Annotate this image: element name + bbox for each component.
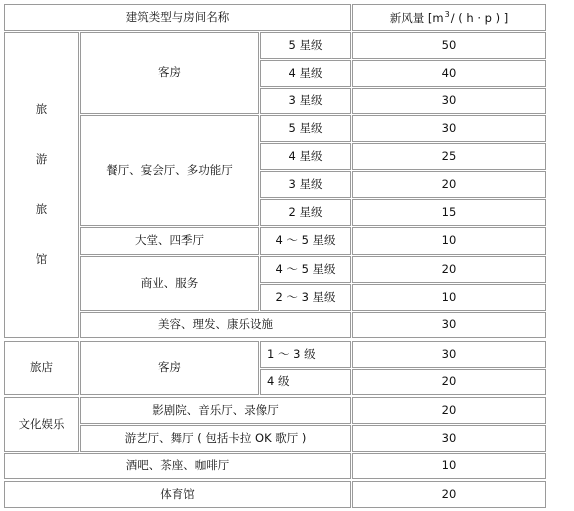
gym-name-text: 体育馆 bbox=[160, 486, 195, 501]
inn-room-text: 客房 bbox=[158, 360, 181, 375]
value-cell bbox=[352, 369, 546, 395]
value-cell bbox=[352, 115, 546, 142]
hotel-dining-text: 餐厅、宴会厅、多功能厅 bbox=[106, 162, 233, 177]
value-cell bbox=[352, 143, 546, 170]
value-cell bbox=[352, 88, 546, 114]
value-text: 40 bbox=[441, 65, 457, 80]
grade-cell bbox=[260, 256, 351, 283]
value-cell bbox=[352, 32, 546, 59]
value-text: 10 bbox=[441, 233, 457, 248]
grade-text: 4 星级 bbox=[288, 148, 323, 163]
grade-cell bbox=[260, 32, 351, 59]
value-text: 15 bbox=[441, 204, 457, 219]
hotel-label-char: 游 bbox=[35, 152, 48, 167]
header-rate-column bbox=[352, 4, 546, 31]
hotel-commerce bbox=[80, 256, 259, 311]
header-rate-prefix: 新风量 [m bbox=[389, 10, 444, 25]
culture-item bbox=[80, 425, 351, 452]
grade-text: 3 星级 bbox=[288, 176, 323, 191]
culture-label-text: 文化娱乐 bbox=[18, 416, 65, 431]
grade-text: 2 ～ 3 星级 bbox=[275, 289, 336, 304]
value-text: 10 bbox=[441, 458, 457, 473]
grade-text: 4 星级 bbox=[288, 65, 323, 80]
inn-room bbox=[80, 341, 259, 395]
hotel-guest-room-text: 客房 bbox=[158, 65, 181, 80]
culture-item-text: 影剧院、音乐厅、录像厅 bbox=[152, 402, 279, 417]
value-text: 25 bbox=[441, 148, 457, 163]
value-cell bbox=[352, 171, 546, 198]
value-cell bbox=[352, 199, 546, 226]
grade-text: 5 星级 bbox=[288, 120, 323, 135]
value-text: 30 bbox=[441, 93, 457, 108]
value-text: 10 bbox=[441, 289, 457, 304]
hotel-lobby-text: 大堂、四季厅 bbox=[135, 233, 204, 248]
bar-name-text: 酒吧、茶座、咖啡厅 bbox=[125, 458, 230, 473]
value-text: 30 bbox=[441, 120, 457, 135]
gym-row-name bbox=[4, 481, 351, 508]
value-text: 30 bbox=[441, 430, 457, 445]
grade-cell bbox=[260, 341, 351, 368]
header-name-text: 建筑类型与房间名称 bbox=[125, 9, 230, 24]
value-cell bbox=[352, 425, 546, 452]
grade-cell bbox=[260, 227, 351, 255]
inn-label bbox=[4, 341, 79, 395]
value-cell bbox=[352, 481, 546, 508]
grade-text: 1 ～ 3 级 bbox=[267, 346, 316, 361]
inn-label-text: 旅店 bbox=[30, 360, 53, 375]
header-rate-text bbox=[390, 10, 508, 26]
value-cell bbox=[352, 312, 546, 338]
grade-cell bbox=[260, 199, 351, 226]
header-rate-suffix: / ( h · p ) ] bbox=[450, 10, 509, 25]
value-text: 20 bbox=[441, 374, 457, 389]
value-cell bbox=[352, 227, 546, 255]
hotel-label bbox=[4, 32, 79, 338]
grade-cell bbox=[260, 115, 351, 142]
value-text: 30 bbox=[441, 317, 457, 332]
grade-text: 4 级 bbox=[267, 374, 290, 389]
grade-text: 3 星级 bbox=[288, 93, 323, 108]
bar-row-name bbox=[4, 453, 351, 479]
header-name-column bbox=[4, 4, 351, 31]
hotel-guest-room bbox=[80, 32, 259, 114]
value-text: 20 bbox=[441, 402, 457, 417]
value-cell bbox=[352, 256, 546, 283]
hotel-label-char: 旅 bbox=[35, 102, 48, 117]
hotel-lobby bbox=[80, 227, 259, 255]
hotel-label-char: 馆 bbox=[35, 251, 48, 266]
value-cell bbox=[352, 60, 546, 87]
value-text: 50 bbox=[441, 37, 457, 52]
culture-item-text: 游艺厅、舞厅 ( 包括卡拉 OK 歌厅 ) bbox=[124, 430, 307, 445]
value-text: 20 bbox=[441, 486, 457, 501]
hotel-commerce-text: 商业、服务 bbox=[140, 275, 199, 290]
hotel-beauty-text: 美容、理发、康乐设施 bbox=[158, 317, 273, 332]
grade-cell bbox=[260, 88, 351, 114]
value-text: 30 bbox=[441, 346, 457, 361]
hotel-dining bbox=[80, 115, 259, 226]
grade-cell bbox=[260, 171, 351, 198]
value-text: 20 bbox=[441, 176, 457, 191]
header-rate-sup: 3 bbox=[444, 9, 450, 19]
grade-text: 5 星级 bbox=[288, 37, 323, 52]
hotel-label-char: 旅 bbox=[35, 202, 48, 216]
hotel-beauty bbox=[80, 312, 351, 338]
culture-label bbox=[4, 397, 79, 452]
grade-cell bbox=[260, 369, 351, 395]
value-cell bbox=[352, 397, 546, 424]
value-cell bbox=[352, 341, 546, 368]
grade-text: 4 ～ 5 星级 bbox=[275, 261, 336, 276]
value-cell bbox=[352, 453, 546, 479]
value-text: 20 bbox=[441, 261, 457, 276]
grade-cell bbox=[260, 284, 351, 311]
grade-cell bbox=[260, 143, 351, 170]
grade-cell bbox=[260, 60, 351, 87]
culture-item bbox=[80, 397, 351, 424]
value-cell bbox=[352, 284, 546, 311]
grade-text: 2 星级 bbox=[288, 204, 323, 219]
grade-text: 4 ～ 5 星级 bbox=[275, 233, 336, 248]
